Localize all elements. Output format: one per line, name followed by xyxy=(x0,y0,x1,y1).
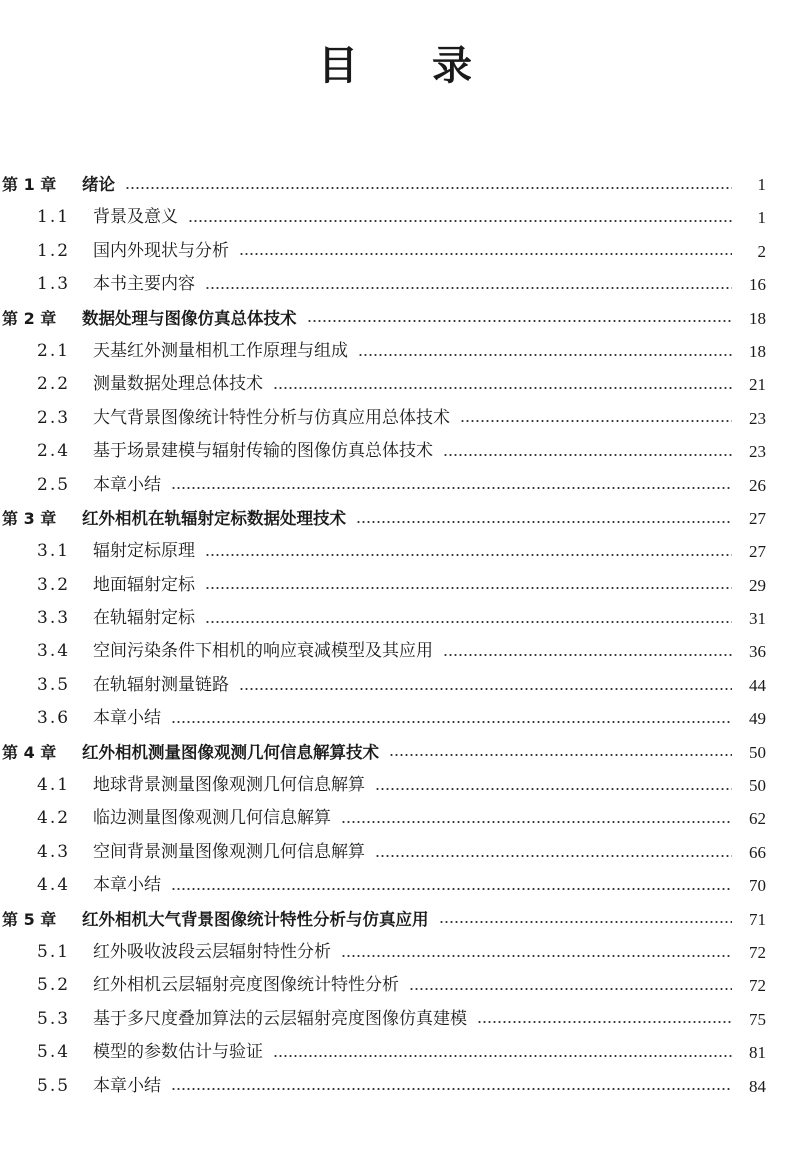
entry-title: 绪论 xyxy=(82,175,115,194)
entry-title: 背景及意义 xyxy=(93,207,178,228)
title-char-2: 录 xyxy=(432,42,472,89)
entry-title: 本章小结 xyxy=(93,1075,161,1096)
toc-chapter-entry[interactable] xyxy=(0,736,790,769)
entry-title: 测量数据处理总体技术 xyxy=(93,374,263,395)
dot-leader xyxy=(205,554,732,556)
entry-page-number: 71 xyxy=(749,909,766,929)
entry-page-number: 29 xyxy=(749,575,766,595)
toc-section-entry[interactable] xyxy=(0,1070,790,1103)
toc-section-entry[interactable] xyxy=(0,969,790,1002)
entry-page-number: 50 xyxy=(749,742,766,762)
entry-title: 红外相机云层辐射亮度图像统计特性分析 xyxy=(93,975,399,996)
toc-section-entry[interactable] xyxy=(0,201,790,234)
toc-chapter-entry[interactable] xyxy=(0,903,790,936)
entry-page-number: 31 xyxy=(749,609,766,629)
entry-number: 5.4 xyxy=(37,1042,71,1063)
dot-leader xyxy=(460,420,732,422)
entry-title: 国内外现状与分析 xyxy=(93,240,229,261)
entry-number: 4.4 xyxy=(37,875,71,896)
toc-section-entry[interactable] xyxy=(0,569,790,602)
entry-title: 红外吸收波段云层辐射特性分析 xyxy=(93,941,331,962)
entry-number: 1.1 xyxy=(37,207,71,228)
entry-title: 地面辐射定标 xyxy=(93,574,195,595)
entry-page-number: 49 xyxy=(749,709,766,729)
entry-title: 基于场景建模与辐射传输的图像仿真总体技术 xyxy=(93,441,433,462)
dot-leader xyxy=(205,587,732,589)
entry-page-number: 50 xyxy=(749,776,766,796)
entry-page-number: 21 xyxy=(749,375,766,395)
entry-number: 第 4 章 xyxy=(2,742,57,762)
entry-page-number: 1 xyxy=(757,175,766,194)
entry-title: 基于多尺度叠加算法的云层辐射亮度图像仿真建模 xyxy=(93,1008,467,1029)
entry-title: 本书主要内容 xyxy=(93,274,195,295)
entry-page-number: 72 xyxy=(749,942,766,962)
dot-leader xyxy=(188,220,732,222)
entry-title: 红外相机大气背景图像统计特性分析与仿真应用 xyxy=(82,909,429,929)
dot-leader xyxy=(205,621,732,623)
dot-leader xyxy=(171,487,732,489)
dot-leader xyxy=(375,855,732,857)
toc-section-entry[interactable] xyxy=(0,535,790,568)
toc-section-entry[interactable] xyxy=(0,368,790,401)
entry-number: 3.4 xyxy=(37,641,71,662)
entry-number: 4.1 xyxy=(37,775,71,796)
dot-leader xyxy=(239,688,732,690)
entry-number: 5.3 xyxy=(37,1008,71,1029)
entry-number: 3.2 xyxy=(37,574,71,595)
entry-number: 4.2 xyxy=(37,808,71,829)
toc-section-entry[interactable] xyxy=(0,635,790,668)
entry-title: 天基红外测量相机工作原理与组成 xyxy=(93,340,348,361)
dot-leader xyxy=(389,754,732,756)
entry-number: 3.5 xyxy=(37,674,71,695)
dot-leader xyxy=(307,320,733,322)
entry-title: 地球背景测量图像观测几何信息解算 xyxy=(93,775,365,796)
entry-page-number: 27 xyxy=(749,542,766,562)
entry-page-number: 72 xyxy=(749,976,766,996)
toc-chapter-entry[interactable] xyxy=(0,168,790,201)
entry-number: 5.1 xyxy=(37,941,71,962)
entry-page-number: 1 xyxy=(757,208,766,228)
dot-leader xyxy=(477,1021,732,1023)
entry-number: 第 1 章 xyxy=(2,175,57,194)
dot-leader xyxy=(273,1055,732,1057)
entry-number: 3.6 xyxy=(37,708,71,729)
dot-leader xyxy=(239,253,732,255)
entry-page-number: 62 xyxy=(749,809,766,829)
toc-section-entry[interactable] xyxy=(0,602,790,635)
dot-leader xyxy=(273,387,732,389)
entry-number: 2.5 xyxy=(37,474,71,495)
toc-chapter-entry[interactable] xyxy=(0,302,790,335)
entry-title: 临边测量图像观测几何信息解算 xyxy=(93,808,331,829)
toc-section-entry[interactable] xyxy=(0,469,790,502)
entry-title: 红外相机测量图像观测几何信息解算技术 xyxy=(82,742,379,762)
page-title xyxy=(0,34,790,91)
toc-section-entry[interactable] xyxy=(0,1003,790,1036)
entry-page-number: 36 xyxy=(749,642,766,662)
dot-leader xyxy=(125,187,732,189)
entry-page-number: 16 xyxy=(749,275,766,295)
dot-leader xyxy=(341,955,732,957)
entry-page-number: 27 xyxy=(749,508,766,528)
toc-section-entry[interactable] xyxy=(0,235,790,268)
dot-leader xyxy=(341,821,732,823)
entry-title: 空间污染条件下相机的响应衰减模型及其应用 xyxy=(93,641,433,662)
entry-number: 5.5 xyxy=(37,1075,71,1096)
entry-title: 在轨辐射测量链路 xyxy=(93,674,229,695)
dot-leader xyxy=(375,788,732,790)
toc-chapter-entry[interactable] xyxy=(0,502,790,535)
entry-number: 5.2 xyxy=(37,975,71,996)
toc-section-entry[interactable] xyxy=(0,402,790,435)
entry-page-number: 70 xyxy=(749,876,766,896)
entry-title: 红外相机在轨辐射定标数据处理技术 xyxy=(82,508,346,528)
toc-section-entry[interactable] xyxy=(0,268,790,301)
entry-title: 数据处理与图像仿真总体技术 xyxy=(82,308,297,328)
entry-page-number: 44 xyxy=(749,675,766,695)
dot-leader xyxy=(358,354,732,356)
entry-title: 大气背景图像统计特性分析与仿真应用总体技术 xyxy=(93,407,450,428)
entry-number: 第 5 章 xyxy=(2,909,57,929)
toc-section-entry[interactable] xyxy=(0,435,790,468)
entry-page-number: 81 xyxy=(749,1043,766,1063)
toc-section-entry[interactable] xyxy=(0,1036,790,1069)
entry-title: 本章小结 xyxy=(93,474,161,495)
entry-page-number: 18 xyxy=(749,341,766,361)
dot-leader xyxy=(205,287,732,289)
toc-section-entry[interactable] xyxy=(0,836,790,869)
dot-leader xyxy=(171,1088,732,1090)
entry-number: 2.4 xyxy=(37,441,71,462)
toc-section-entry[interactable] xyxy=(0,335,790,368)
entry-page-number: 18 xyxy=(749,308,766,328)
entry-title: 本章小结 xyxy=(93,708,161,729)
entry-page-number: 23 xyxy=(749,442,766,462)
entry-number: 3.1 xyxy=(37,541,71,562)
toc-section-entry[interactable] xyxy=(0,869,790,902)
entry-title: 模型的参数估计与验证 xyxy=(93,1042,263,1063)
dot-leader xyxy=(409,988,732,990)
entry-title: 本章小结 xyxy=(93,875,161,896)
entry-title: 空间背景测量图像观测几何信息解算 xyxy=(93,841,365,862)
entry-title: 辐射定标原理 xyxy=(93,541,195,562)
entry-number: 2.2 xyxy=(37,374,71,395)
dot-leader xyxy=(439,921,733,923)
entry-number: 3.3 xyxy=(37,608,71,629)
dot-leader xyxy=(443,654,732,656)
toc-section-entry[interactable] xyxy=(0,936,790,969)
dot-leader xyxy=(171,721,732,723)
entry-number: 2.3 xyxy=(37,407,71,428)
entry-page-number: 23 xyxy=(749,408,766,428)
dot-leader xyxy=(171,888,732,890)
table-of-contents xyxy=(0,168,790,1103)
entry-number: 1.2 xyxy=(37,240,71,261)
entry-page-number: 75 xyxy=(749,1009,766,1029)
title-char-1: 目 xyxy=(318,42,358,89)
entry-title: 在轨辐射定标 xyxy=(93,608,195,629)
entry-page-number: 84 xyxy=(749,1076,766,1096)
toc-section-entry[interactable] xyxy=(0,769,790,802)
entry-number: 1.3 xyxy=(37,274,71,295)
toc-section-entry[interactable] xyxy=(0,702,790,735)
entry-number: 第 3 章 xyxy=(2,508,57,528)
entry-number: 4.3 xyxy=(37,841,71,862)
entry-number: 第 2 章 xyxy=(2,308,57,328)
entry-page-number: 26 xyxy=(749,475,766,495)
entry-number: 2.1 xyxy=(37,340,71,361)
toc-section-entry[interactable] xyxy=(0,669,790,702)
entry-page-number: 66 xyxy=(749,842,766,862)
dot-leader xyxy=(356,521,732,523)
dot-leader xyxy=(443,454,732,456)
entry-page-number: 2 xyxy=(757,241,766,261)
toc-section-entry[interactable] xyxy=(0,802,790,835)
